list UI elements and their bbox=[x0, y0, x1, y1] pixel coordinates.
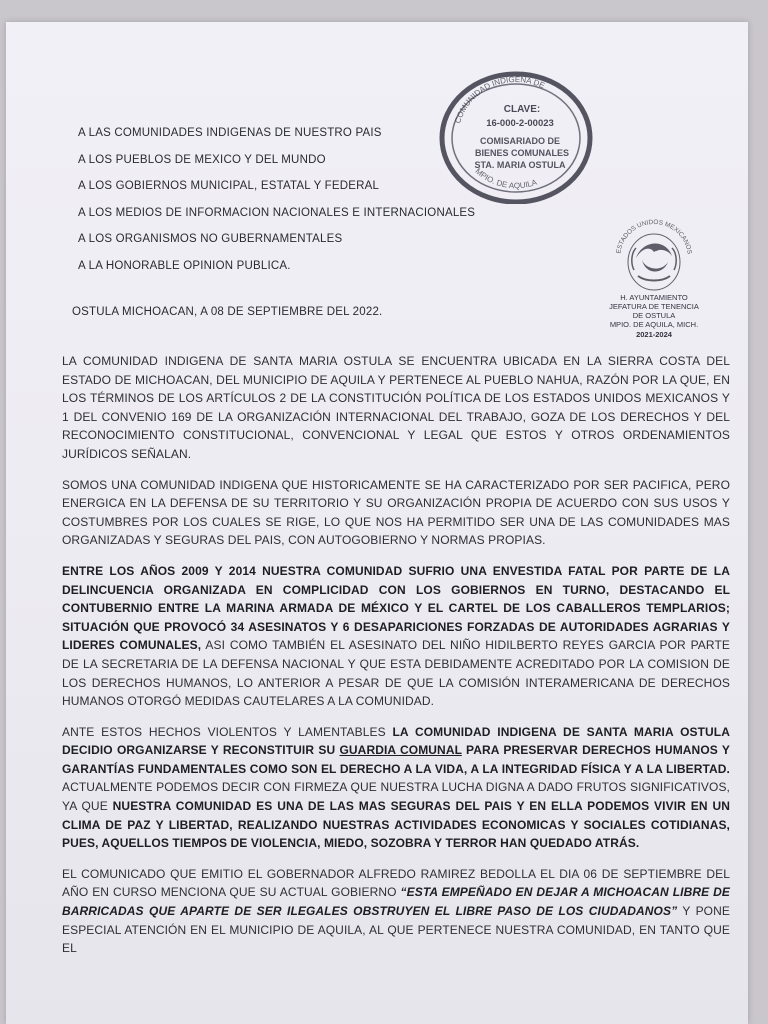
stamp-text-line: COMISARIADO DE bbox=[479, 136, 561, 146]
bold-text: NUESTRA COMUNIDAD ES UNA DE LAS MAS SEGURAS DEL PAIS Y EN ELLA PODEMOS VIVIR EN UN CLIMA DE PAZ Y LIBERTAD, REALIZANDO NUESTRAS ACTIVIDADES ECONOMICAS Y SOCIALES COTIDIANAS, PUES, AQUELLOS TIEMPOS DE VIOLENCIA, MIEDO, SOZOBRA Y TERROR HAN QUEDADO ATRÁS. bbox=[62, 799, 730, 851]
paragraph-text: ANTE ESTOS HECHOS VIOLENTOS Y LAMENTABLES bbox=[62, 724, 393, 739]
document-page bbox=[6, 22, 748, 1024]
bold-italic-quote: “ESTA EMPEÑADO EN DEJAR A MICHOACAN LIBRE DE BARRICADAS QUE APARTE DE SER ILEGALES OBSTRUYEN EL LIBRE PASO DE LOS CIUDADANOS” bbox=[62, 885, 731, 919]
seal-text-line: MPIO. DE AQUILA, MICH. bbox=[609, 320, 699, 329]
place-and-date: OSTULA MICHOACAN, A 08 DE SEPTIEMBRE DEL 2022. bbox=[72, 306, 383, 318]
recipient-line: A LAS COMUNIDADES INDIGENAS DE NUESTRO PAIS bbox=[78, 127, 382, 139]
underlined-bold-text: GUARDIA COMUNAL bbox=[339, 743, 462, 758]
recipient-list bbox=[78, 120, 475, 279]
stamp-text-line: STA. MARIA OSTULA bbox=[474, 160, 566, 170]
seal-text-line: 2021-2024 bbox=[636, 330, 672, 339]
paragraph bbox=[62, 865, 730, 958]
bold-text: PARA PRESERVAR DERECHOS HUMANOS Y GARANTÍAS FUNDAMENTALES COMO SON EL DERECHO A LA VIDA, A LA INTEGRIDAD FÍSICA Y A LA LIBERTAD. bbox=[62, 743, 730, 776]
recipient-line: A LOS MEDIOS DE INFORMACION NACIONALES E INTERNACIONALES bbox=[78, 206, 476, 219]
stamp-clave-label: CLAVE: bbox=[503, 104, 541, 115]
bold-text: ENTRE LOS AÑOS 2009 Y 2014 NUESTRA COMUNIDAD SUFRIO UNA ENVESTIDA FATAL POR PARTE DE LA DELINCUENCIA ORGANIZADA EN COMPLICIDAD CON LOS GOBIERNOS EN TURNO, DESTACANDO EL CONTUBERNIO ENTRE LA MARINA ARMADA DE MÉXICO Y EL CARTEL DE LOS CABALLEROS TEMPLARIOS; SITUACIÓN QUE PROVOCÓ 34 ASESINATOS Y 6 DESAPARICIONES FORZADAS DE AUTORIDADES AGRARIAS Y LIDERES COMUNALES, bbox=[62, 563, 730, 653]
stamp-ring-top-text: COMUNIDAD INDIGENA DE bbox=[453, 74, 547, 125]
paragraph-text: Y PONE ESPECIAL ATENCIÓN EN EL MUNICIPIO DE AQUILA, AL QUE PERTENECE NUESTRA COMUNIDAD, EN TANTO QUE EL bbox=[62, 904, 730, 956]
recipient-line: A LA HONORABLE OPINION PUBLICA. bbox=[78, 259, 291, 272]
seal-text-line: JEFATURA DE TENENCIA bbox=[609, 302, 699, 311]
paragraph: SOMOS UNA COMUNIDAD INDIGENA QUE HISTORICAMENTE SE HA CARACTERIZADO POR SER PACIFICA, PERO ENERGICA EN LA DEFENSA DE SU TERRITORIO Y SU ORGANIZACIÓN PROPIA DE ACUERDO CON SUS USOS Y COSTUMBRES POR LOS CUALES SE RIGE, LO QUE NOS HA PERMITIDO SER UNA DE LAS COMUNIDADES MAS ORGANIZADAS Y SEGURAS DEL PAIS, CON AUTOGOBIERNO Y NORMAS PROPIAS. bbox=[62, 477, 730, 548]
seal-text-line: H. AYUNTAMIENTO bbox=[620, 293, 688, 302]
recipient-line: A LOS PUEBLOS DE MEXICO Y DEL MUNDO bbox=[78, 153, 326, 166]
svg-text:MPIO. DE AQUILA bbox=[474, 166, 539, 190]
municipal-seal-stamp bbox=[584, 200, 724, 342]
stamp-text-line: BIENES COMUNALES bbox=[474, 148, 570, 158]
bold-text: LA COMUNIDAD INDIGENA DE SANTA MARIA OSTULA DECIDIO ORGANIZARSE Y RECONSTITUIR SU bbox=[62, 724, 730, 758]
recipient-line: A LOS ORGANISMOS NO GUBERNAMENTALES bbox=[78, 233, 343, 245]
paragraph bbox=[62, 562, 730, 711]
stamp-clave-number: 16-000-2-00023 bbox=[486, 118, 554, 129]
recipient-line: A LOS GOBIERNOS MUNICIPAL, ESTATAL Y FEDERAL bbox=[78, 180, 380, 192]
communal-seal-stamp bbox=[436, 66, 596, 204]
eagle-emblem-icon bbox=[628, 234, 680, 290]
paragraph-text: ACTUALMENTE PODEMOS DECIR CON FIRMEZA QUE NUESTRA LUCHA DIGNA A DADO FRUTOS SIGNIFICATIVOS, YA QUE bbox=[62, 780, 730, 814]
paragraph-text: ASI COMO TAMBIÉN EL ASESINATO DEL NIÑO HIDILBERTO REYES GARCIA POR PARTE DE LA SECRETARIA DE LA DEFENSA NACIONAL Y QUE ESTA DEBIDAMENTE ACREDITADO POR LA COMISION DE LOS DERECHOS HUMANOS, LO ANTERIOR A PESAR DE QUE LA COMISIÓN INTERAMERICANA DE DERECHOS HUMANOS OTORGÓ MEDIDAS CAUTELARES A LA COMUNIDAD. bbox=[62, 638, 730, 709]
letter-body bbox=[62, 352, 730, 968]
seal-text-line: DE OSTULA bbox=[632, 311, 676, 320]
seal-ring-text: ESTADOS UNIDOS MEXICANOS bbox=[615, 218, 693, 255]
paragraph bbox=[62, 723, 730, 853]
paragraph-text: EL COMUNICADO QUE EMITIO EL GOBERNADOR ALFREDO RAMIREZ BEDOLLA EL DIA 06 DE SEPTIEMBRE DEL AÑO EN CURSO MENCIONA QUE SU ACTUAL GOBIERNO bbox=[62, 866, 730, 900]
paragraph: LA COMUNIDAD INDIGENA DE SANTA MARIA OSTULA SE ENCUENTRA UBICADA EN LA SIERRA COSTA DEL ESTADO DE MICHOACAN, DEL MUNICIPIO DE AQUILA Y PERTENECE AL PUEBLO NAHUA, RAZÓN POR LA QUE, EN LOS TÉRMINOS DE LOS ARTÍCULOS 2 DE LA CONSTITUCIÓN POLÍTICA DE LOS ESTADOS UNIDOS MEXICANOS Y 1 DEL CONVENIO 169 DE LA ORGANIZACIÓN INTERNACIONAL DEL TRABAJO, GOZA DE LOS DERECHOS Y DEL RECONOCIMIENTO CONSTITUCIONAL, CONVENCIONAL Y LEGAL QUE ESTOS Y OTROS ORDENAMIENTOS JURÍDICOS SEÑALAN. bbox=[62, 354, 730, 461]
stamp-ring-bottom-text: MPIO. DE AQUILA bbox=[473, 166, 539, 191]
